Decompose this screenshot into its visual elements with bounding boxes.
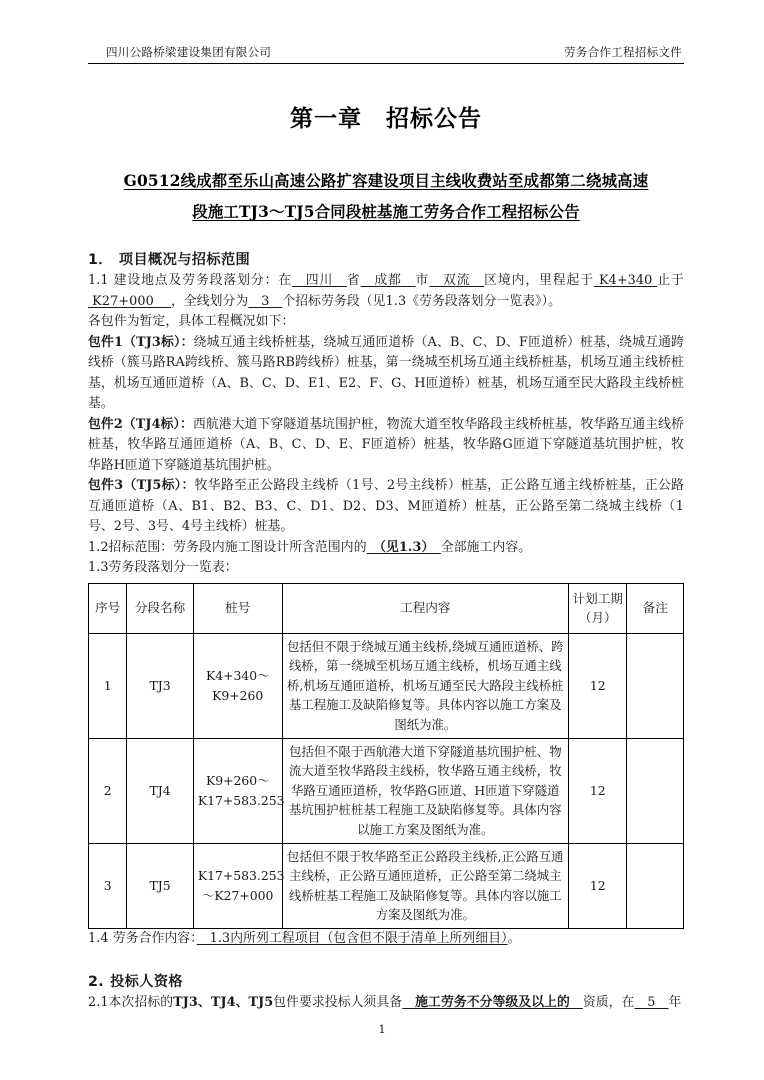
page-number: 1 [378, 1022, 386, 1036]
clause-1-4 [88, 929, 684, 950]
clause-1-2-tail: 全部施工内容。 [440, 539, 532, 555]
page-content [88, 44, 684, 1013]
package-3-label: 包件3（TJ5标）： [88, 478, 195, 493]
table-header-pile: 桩号 [193, 583, 282, 633]
clause-1-1-lead: 1.1 建设地点及劳务段落划分：在 [88, 273, 293, 288]
table-header-duration: 计划工期（月） [569, 583, 627, 633]
label-to: 止于 [657, 273, 685, 288]
running-header [88, 44, 684, 64]
clause-1-1-note: 各包件为暂定，具体工程概况如下： [88, 314, 295, 329]
blank-end-station: K27+000 [88, 293, 171, 309]
cell-remark [627, 633, 684, 738]
cell-content: 包括但不限于西航港大道下穿隧道基坑围护桩、物流大道至牧华路段主线桥，牧华路互通主线桥，牧华路互通匝道桥，牧华路G匝道、H匝道下穿隧道基坑围护桩桩基工程施工及缺陷修复等。具体内容以施工方案及图纸为准。 [282, 738, 568, 843]
package-1-label: 包件1（TJ3标）： [88, 334, 194, 350]
cell-no: 2 [89, 738, 127, 843]
package-2 [88, 415, 684, 477]
section-1-number: 1． [88, 252, 113, 268]
clause-1-4-lead: 1.4 劳务合作内容： [88, 931, 197, 946]
label-province: 省 [346, 273, 361, 288]
label-city: 市 [415, 273, 430, 288]
cell-content: 包括但不限于牧华路至正公路段主线桥,正公路互通主线桥，正公路互通匝道桥，正公路至第二绕城主线桥桩基工程施工及缺陷修复等。具体内容以施工方案及图纸为准。 [282, 843, 568, 928]
package-1-text: 绕城互通主线桥桩基，绕城互通匝道桥（A、B、C、D、F匝道桥）桩基，绕城互通跨线桥（簇马路RA跨线桥、簇马路RB跨线桥）桩基，第一绕城至机场互通主线桥桩基，机场互通主线桥桩基，机场互通匝道桥（A、B、C、D、E1、E2、F、G、H匝道桥）桩基，机场互通至民大路段主线桥桩基。 [88, 334, 684, 411]
cell-duration: 12 [569, 738, 627, 843]
clause-2-1 [88, 993, 684, 1014]
blank-district: 双流 [429, 273, 485, 288]
package-3 [88, 476, 684, 538]
cell-duration: 12 [569, 843, 627, 928]
package-1 [88, 333, 684, 415]
blank-start-station: K4+340 [593, 273, 658, 288]
table-header-content: 工程内容 [282, 583, 568, 633]
cell-remark [627, 843, 684, 928]
blank-province: 四川 [292, 273, 347, 288]
blank-scope-reference: （见1.3） [366, 539, 441, 555]
blank-years: 5 [634, 994, 669, 1010]
cell-duration: 12 [569, 633, 627, 738]
cell-pile: K17+583.253～K27+000 [193, 843, 282, 928]
table-header-name: 分段名称 [127, 583, 194, 633]
cell-pile: K4+340～K9+260 [193, 633, 282, 738]
table-row [89, 738, 684, 843]
blank-qualification: 施工劳务不分等级及以上的 [402, 994, 583, 1010]
chapter-title: 第一章 招标公告 [290, 106, 482, 132]
clause-1-1-mid: ，全线划分为 [170, 293, 249, 309]
clause-1-2-lead: 1.2招标范围：劳务段内施工图设计所含范围内的 [88, 539, 367, 555]
section-2-number: 2. [88, 973, 105, 990]
subtitle-line-2: 段施工TJ3～TJ5合同段桩基施工劳务合作工程招标公告 [192, 203, 580, 221]
subtitle-line-1: G0512线成都至乐山高速公路扩容建设项目主线收费站至成都第二绕城高速 [123, 172, 649, 190]
cell-name: TJ4 [127, 738, 194, 843]
section-2-title: 投标人资格 [110, 973, 184, 990]
table-header-row [89, 583, 684, 633]
table-row [89, 843, 684, 928]
clause-1-1-tail: 个招标劳务段（见1.3《劳务段落划分一览表》）。 [282, 293, 562, 309]
table-row [89, 633, 684, 738]
clause-1-1 [88, 271, 684, 312]
section-1-title: 项目概况与招标范围 [118, 252, 251, 268]
cell-content: 包括但不限于绕城互通主线桥,绕城互通匝道桥、跨线桥，第一绕城至机场互通主线桥，机场互通主线桥,机场互通匝道桥，机场互通至民大路段主线桥桩基工程施工及缺陷修复等。具体内容以施工方案及图纸为准。 [282, 633, 568, 738]
cell-remark [627, 738, 684, 843]
clause-2-1-mid: 包件要求投标人须具备 [273, 994, 403, 1010]
labor-section-table [88, 583, 684, 930]
blank-cooperation-content: 1.3内所列工程项目（包含但不限于清单上所列细目） [196, 931, 508, 946]
header-company-name: 四川公路桥梁建设集团有限公司 [106, 45, 272, 59]
project-subtitle [88, 166, 684, 228]
cell-no: 1 [89, 633, 127, 738]
clause-1-4-tail: 。 [507, 931, 521, 946]
clause-2-1-tail-2: 年 [668, 994, 682, 1010]
table-header-remark: 备注 [627, 583, 684, 633]
clause-1-2 [88, 538, 684, 559]
cell-name: TJ5 [127, 843, 194, 928]
table-header-no: 序号 [89, 583, 127, 633]
cell-pile: K9+260～K17+583.253 [193, 738, 282, 843]
cell-name: TJ3 [127, 633, 194, 738]
clause-2-1-packages: TJ3、TJ4、TJ5 [173, 994, 274, 1010]
package-2-label: 包件2（TJ4标）： [88, 416, 193, 432]
header-document-type: 劳务合作工程招标文件 [564, 45, 682, 59]
section-2-heading [88, 971, 684, 993]
clause-1-3-caption: 1.3劳务段落划分一览表： [88, 560, 238, 575]
blank-city: 成都 [360, 273, 416, 288]
cell-no: 3 [89, 843, 127, 928]
label-district: 区境内，里程起于 [484, 273, 594, 288]
clause-2-1-lead: 2.1本次招标的 [88, 994, 174, 1010]
clause-2-1-tail: 资质，在 [582, 994, 635, 1010]
package-3-text: 牧华路至正公路段主线桥（1号、2号主线桥）桩基，正公路互通主线桥桩基，正公路互通匝道桥（A、B1、B2、B3、C、D1、D2、D3、M匝道桥）桩基，正公路至第二绕城主线桥（1号、2号、3号、4号主线桥）桩基。 [88, 478, 684, 534]
section-1-heading [88, 249, 684, 271]
blank-section-count: 3 [248, 293, 283, 309]
package-2-text: 西航港大道下穿隧道基坑围护桩，物流大道至牧华路段主线桥桩基，牧华路互通主线桥桩基，牧华路互通匝道桥（A、B、C、D、E、F匝道桥）桩基，牧华路G匝道下穿隧道基坑围护桩，牧华路H匝道下穿隧道基坑围护桩。 [88, 416, 684, 473]
